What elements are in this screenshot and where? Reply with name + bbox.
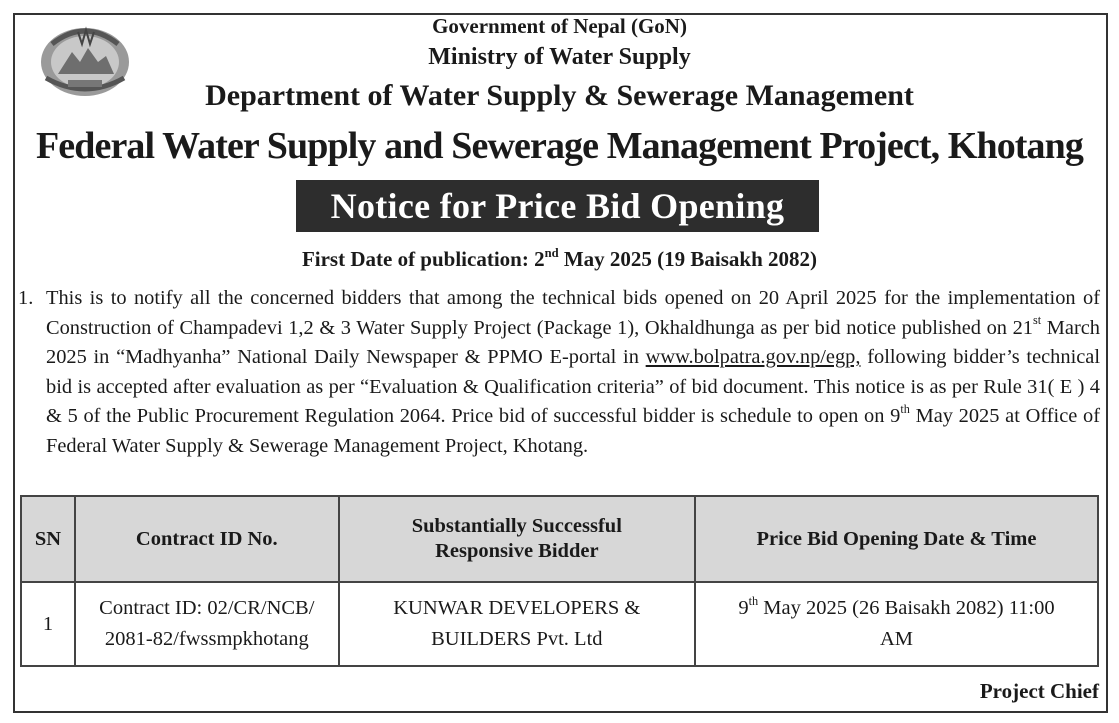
project-name: Federal Water Supply and Sewerage Management Project, Khotang [35,125,1083,167]
cell-contract-id [75,582,339,666]
contract-line1: Contract ID: 02/CR/NCB/ [99,597,315,619]
ministry-name: Ministry of Water Supply [428,44,691,70]
header-bidder-line1: Substantially Successful [411,515,622,537]
header-sn: SN [21,496,75,582]
header-bidder-line2: Responsive Bidder [435,540,599,562]
notice-paragraph [18,284,1100,461]
government-name: Government of Nepal (GoN) [432,14,687,38]
bidder-line1: KUNWAR DEVELOPERS & [393,597,641,619]
department-name: Department of Water Supply & Sewerage Management [205,79,914,112]
paragraph-sup-1: st [1032,313,1042,328]
bid-table [20,495,1099,667]
contract-line2: 2081-82/fwssmpkhotang [104,628,309,650]
paragraph-sup-2: th [900,401,910,416]
date-line2: AM [879,628,914,650]
publication-sup: nd [544,245,559,260]
date-prefix: 9 [738,597,749,619]
date-sup: th [748,593,759,608]
paragraph-text-1: This is to notify all the concerned bidders that among the technical bids opened on 20 April 2025 for the implementation of Construction of Champadevi 1,2 & 3 Water Supply Project (Package 1), Okhaldhunga as per bid notice published on 21 [46,287,1100,339]
publication-suffix: May 2025 (19 Baisakh 2082) [558,247,818,271]
header-opening-date: Price Bid Opening Date & Time [695,496,1098,582]
cell-sn: 1 [21,582,75,666]
signature: Project Chief [979,679,1099,703]
header-bidder [339,496,695,582]
date-line1-rest: May 2025 (26 Baisakh 2082) 11:00 [758,597,1055,619]
bolpatra-link[interactable]: www.bolpatra.gov.np/egp, [645,346,861,368]
paragraph-number: 1. [18,287,34,309]
cell-bidder [339,582,695,666]
paragraph-text-2: March 2025 in “Madhyanha” National Daily Newspaper & PPMO E-portal in [46,316,1100,368]
header-contract-id: Contract ID No. [75,496,339,582]
cell-opening-date [695,582,1098,666]
table-row [21,582,1098,666]
publication-date [0,247,1119,272]
paragraph-text-3: following bidder’s technical bid is accepted after evaluation as per “Evaluation & Qualification criteria” of bid document. This notice is as per Rule 31( E ) 4 & 5 of the Public Procurement Regulation 2064. Price bid of successful bidder is schedule to open on 9 [46,346,1101,427]
notice-title: Notice for Price Bid Opening [296,180,819,232]
paragraph-body [46,284,1100,461]
table-header-row [21,496,1098,582]
bidder-line2: BUILDERS Pvt. Ltd [431,628,603,650]
paragraph-text-4: May 2025 at Office of Federal Water Supply & Sewerage Management Project, Khotang. [46,405,1100,457]
publication-prefix: First Date of publication: 2 [301,247,545,271]
